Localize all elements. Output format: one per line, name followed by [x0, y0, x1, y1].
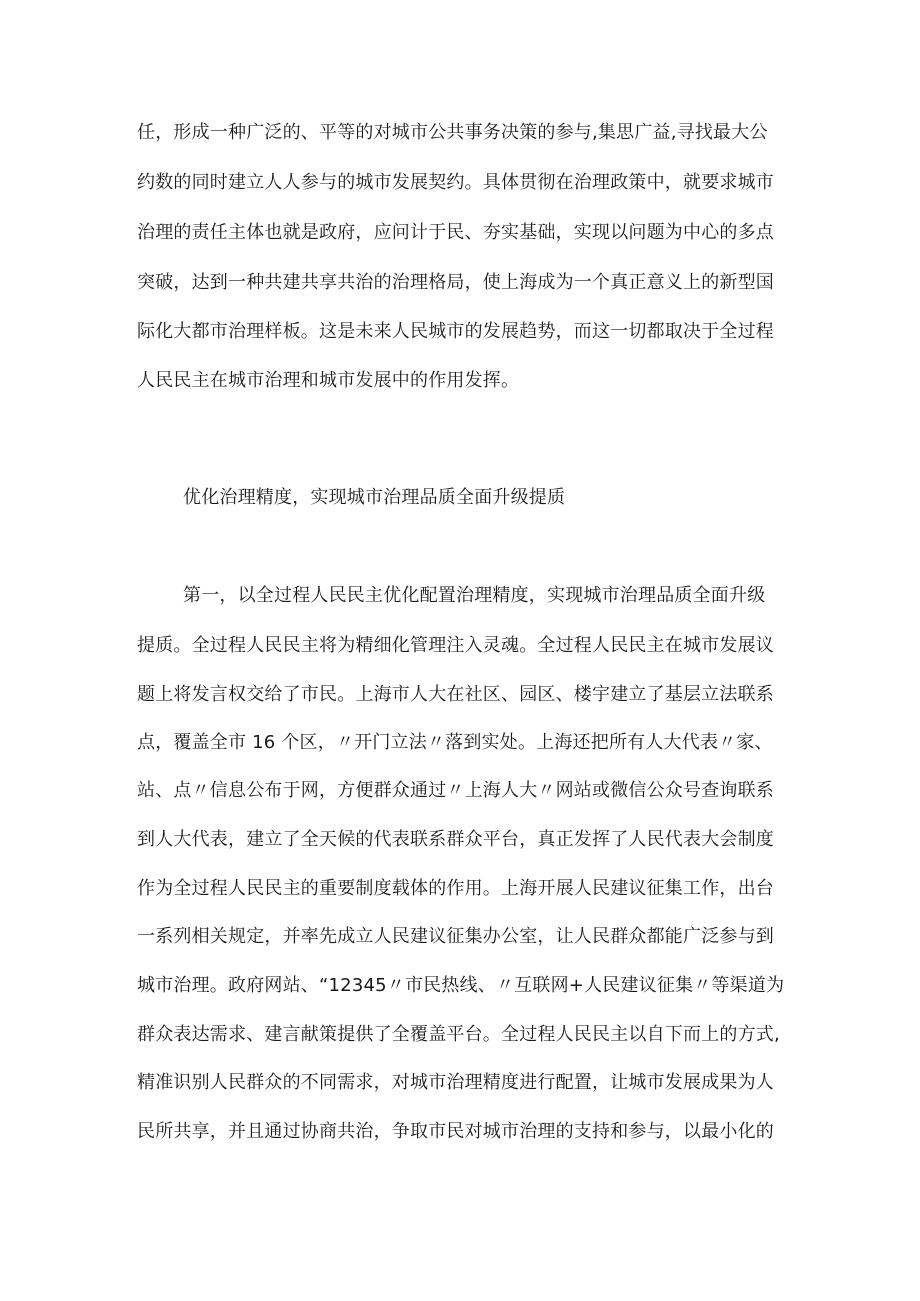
paragraph-line: 约数的同时建立人人参与的城市发展契约。具体贯彻在治理政策中，就要求城市: [137, 172, 774, 193]
paragraph-line: 突破，达到一种共建共享共治的治理格局，使上海成为一个真正意义上的新型国: [137, 272, 774, 293]
paragraph-line: 城市治理。政府网站、“12345〃市民热线、〃互联网+人民建议征集〃等渠道为: [137, 975, 785, 996]
paragraph-line: 题上将发言权交给了市民。上海市人大在社区、园区、楼宇建立了基层立法联系: [137, 684, 774, 705]
paragraph-line: 一系列相关规定，并率先成立人民建议征集办公室，让人民群众都能广泛参与到: [137, 926, 774, 947]
paragraph-line: 第一，以全过程人民民主优化配置治理精度，实现城市治理品质全面升级: [183, 585, 766, 606]
section-heading: 优化治理精度，实现城市治理品质全面升级提质: [183, 487, 566, 508]
paragraph-line: 点，覆盖全市 16 个区，〃开门立法〃落到实处。上海还把所有人大代表〃家、: [137, 732, 773, 753]
paragraph-line: 任，形成一种广泛的、平等的对城市公共事务决策的参与,集思广益,寻找最大公: [137, 122, 768, 143]
paragraph-line: 治理的责任主体也就是政府，应问计于民、夯实基础，实现以问题为中心的多点: [137, 222, 774, 243]
paragraph-line: 作为全过程人民民主的重要制度载体的作用。上海开展人民建议征集工作，出台: [137, 878, 774, 899]
paragraph-line: 群众表达需求、建言献策提供了全覆盖平台。全过程人民民主以自下而上的方式,: [137, 1024, 780, 1045]
paragraph-line: 精准识别人民群众的不同需求，对城市治理精度进行配置，让城市发展成果为人: [137, 1072, 774, 1093]
paragraph-line: 提质。全过程人民民主将为精细化管理注入灵魂。全过程人民民主在城市发展议: [137, 635, 774, 656]
paragraph-line: 站、点〃信息公布于网，方便群众通过〃上海人大〃网站或微信公众号查询联系: [137, 780, 774, 801]
paragraph-line: 际化大都市治理样板。这是未来人民城市的发展趋势，而这一切都取决于全过程: [137, 321, 774, 342]
paragraph-line: 到人大代表，建立了全天候的代表联系群众平台，真正发挥了人民代表大会制度: [137, 829, 774, 850]
paragraph-line: 民所共享，并且通过协商共治，争取市民对城市治理的支持和参与，以最小化的: [137, 1121, 774, 1142]
paragraph-line: 人民民主在城市治理和城市发展中的作用发挥。: [137, 370, 520, 391]
